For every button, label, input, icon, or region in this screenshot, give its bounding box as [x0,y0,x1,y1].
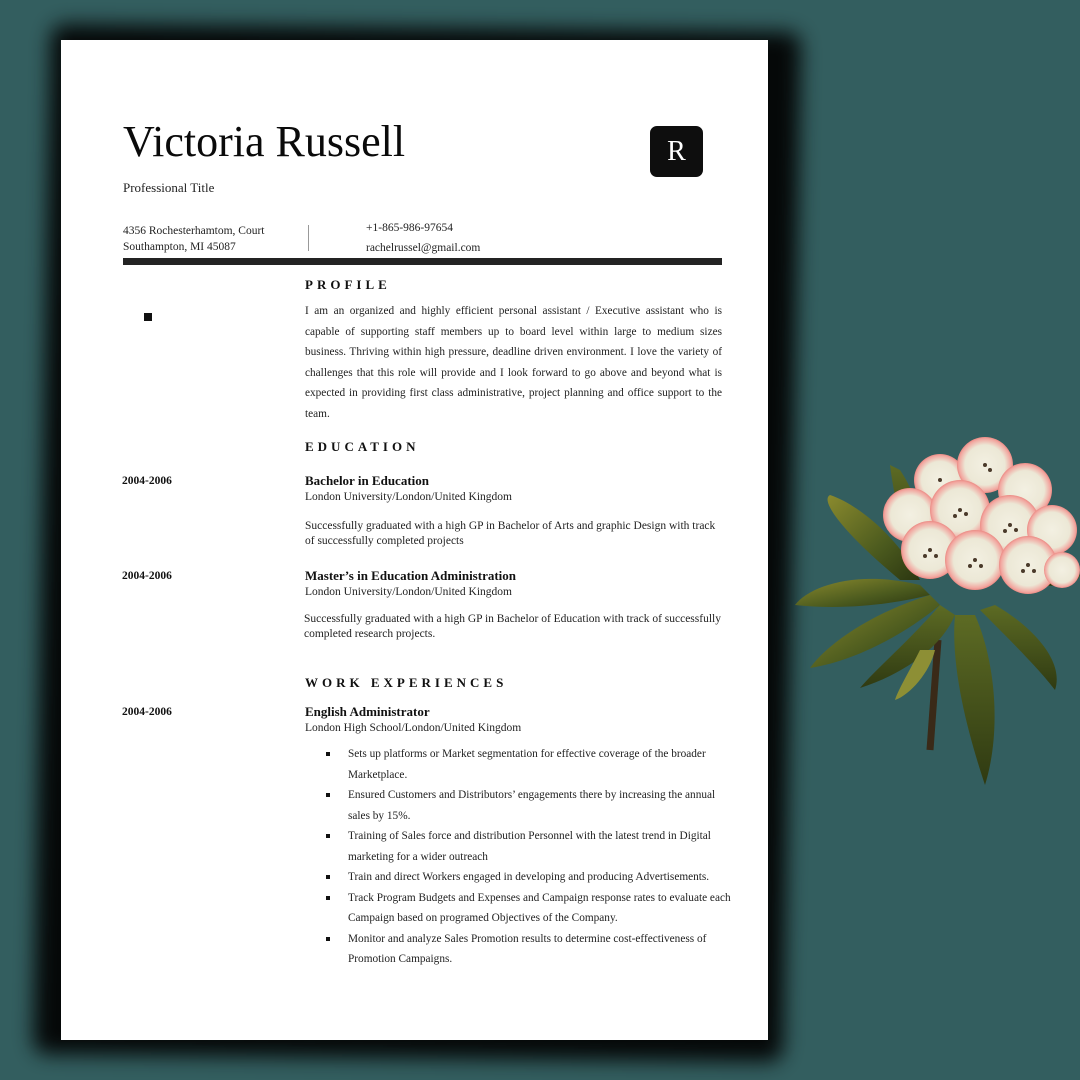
resume-page [61,40,768,1040]
square-bullet-icon [326,834,330,838]
square-bullet-icon [326,793,330,797]
education-description: Successfully graduated with a high GP in Bachelor of Arts and graphic Design with track of successfully completed projects [305,520,716,547]
education-dates: 2004-2006 [122,570,172,582]
education-dates: 2004-2006 [122,475,172,487]
address-line-2: Southampton, MI 45087 [123,241,236,253]
list-item: Training of Sales force and distribution Personnel with the latest trend in Digital marketing for a wider outreach [326,826,731,867]
email: rachelrussel@gmail.com [366,242,481,254]
education-degree: Bachelor in Education [305,473,430,488]
address-line-1: 4356 Rochesterhamtom, Court [123,225,265,237]
list-item: Sets up platforms or Market segmentation for effective coverage of the broader Marketplace. [326,744,731,785]
square-bullet-icon [326,937,330,941]
education-description: Successfully graduated with a high GP in Bachelor of Education with track of successfully completed research projects. [304,613,721,640]
list-item: Train and direct Workers engaged in developing and producing Advertisements. [326,867,731,888]
education-institution: London University/London/United Kingdom [305,586,512,598]
candidate-name: Victoria Russell [123,117,406,166]
profile-text: I am an organized and highly efficient personal assistant / Executive assistant who is capable of supporting staff members up to board level within large to medium sizes business. Thriving within high pressure, deadline driven environment. I love the variety of challenges that this role will provide and I look forward to go above and beyond what is expected in providing first class administrative, project planning and office support to the team. [305,305,722,420]
monogram-badge: R [650,126,703,177]
section-heading-education: EDUCATION [305,439,420,454]
section-heading-profile: PROFILE [305,277,391,292]
square-bullet-icon [326,752,330,756]
address [123,223,265,255]
work-bullet-list [326,744,731,970]
professional-title: Professional Title [123,180,215,195]
list-item: Ensured Customers and Distributors’ engagements there by increasing the annual sales by 15%. [326,785,731,826]
education-institution: London University/London/United Kingdom [305,491,512,503]
list-item: Monitor and analyze Sales Promotion results to determine cost-effectiveness of Promotion Campaigns. [326,929,731,970]
education-degree: Master’s in Education Administration [305,568,517,583]
phone: +1-865-986-97654 [366,222,453,234]
work-role: English Administrator [305,704,430,719]
square-bullet-icon [326,896,330,900]
header-rule [123,258,722,265]
square-bullet-icon [144,313,152,321]
square-bullet-icon [326,875,330,879]
work-employer: London High School/London/United Kingdom [305,722,522,734]
rhododendron-flower-icon [780,410,1080,790]
section-heading-work: WORK EXPERIENCES [305,675,508,690]
list-item: Track Program Budgets and Expenses and Campaign response rates to evaluate each Campaign based on programed Objectives of the Company. [326,888,731,929]
work-dates: 2004-2006 [122,706,172,718]
contact-divider [308,225,309,251]
